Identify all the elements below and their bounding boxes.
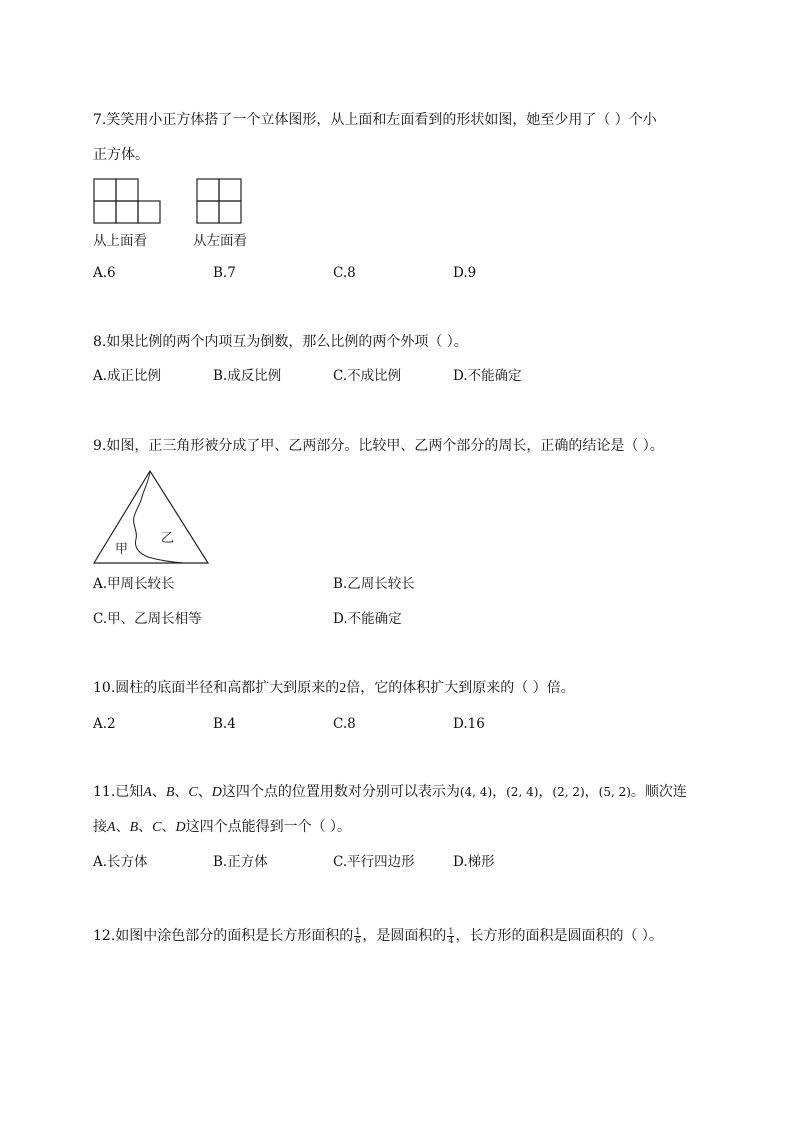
q7-option-c[interactable]: C.8 — [333, 265, 356, 281]
q7-caption-left-view: 从左面看 — [193, 233, 247, 249]
coordinate-pair-c: (2, 2) — [552, 785, 585, 799]
q10-text-a: 10.圆柱的底面半径和高都扩大到原来的 — [93, 680, 340, 696]
fraction-numerator: 1 — [355, 926, 361, 936]
q9-option-c[interactable]: C.甲、乙周长相等 — [93, 611, 202, 627]
fraction-denominator: 4 — [448, 935, 454, 945]
q10-text-b: 倍，它的体积扩大到原来的（ ）倍。 — [346, 680, 575, 696]
point-c: C — [188, 785, 198, 800]
separator: ， — [584, 784, 599, 800]
q11-middle-text: 这四个点的位置用数对分别可以表示为 — [221, 784, 460, 800]
q9-label-jia: 甲 — [115, 542, 129, 557]
separator: ， — [538, 784, 553, 800]
q11-line2-suffix: 这四个点能得到一个（ ）。 — [185, 819, 352, 835]
q11-option-a[interactable]: A.长方体 — [93, 854, 148, 870]
q11-line2-prefix: 接 — [93, 819, 107, 835]
q12-middle-text: ，是圆面积的 — [362, 928, 447, 944]
point-d: D — [211, 785, 222, 800]
q10-number: 2 — [339, 681, 347, 696]
coordinate-pair-a: (4, 4) — [459, 785, 493, 799]
q11-stem-line2 — [93, 818, 351, 837]
point-a: A — [143, 785, 152, 800]
q7-option-a[interactable]: A.6 — [93, 265, 116, 281]
separator: 、 — [115, 819, 130, 835]
q9-option-b[interactable]: B.乙周长较长 — [333, 576, 415, 592]
q11-option-b[interactable]: B.正方体 — [213, 854, 268, 870]
q9-option-a[interactable]: A.甲周长较长 — [93, 576, 175, 592]
q8-option-b[interactable]: B.成反比例 — [213, 368, 282, 384]
q9-option-d[interactable]: D.不能确定 — [333, 611, 402, 627]
fraction-denominator: 6 — [355, 935, 361, 945]
q11-option-c[interactable]: C.平行四边形 — [333, 854, 415, 870]
q7-stem-line1: 7.笑笑用小正方体搭了一个立体图形，从上面和左面看到的形状如图，她至少用了（ ）个小 — [93, 112, 657, 128]
separator: 、 — [197, 784, 212, 800]
q10-stem — [93, 679, 575, 698]
coordinate-pair-d: (5, 2) — [598, 785, 631, 799]
q8-option-c[interactable]: C.不成比例 — [333, 368, 402, 384]
q10-option-b[interactable]: B.4 — [213, 716, 236, 732]
fraction-one-fourth — [447, 928, 454, 945]
q8-option-a[interactable]: A.成正比例 — [93, 368, 162, 384]
q7-caption-top-view: 从上面看 — [93, 233, 147, 249]
point-b: B — [165, 785, 175, 800]
point-d: D — [175, 820, 186, 835]
q12-stem — [93, 927, 663, 945]
separator: 、 — [151, 784, 166, 800]
fraction-one-sixth — [354, 928, 361, 945]
q10-option-a[interactable]: A.2 — [93, 716, 116, 732]
q9-triangle-figure — [92, 467, 212, 567]
q7-top-view-figure — [93, 178, 163, 224]
q8-option-d[interactable]: D.不能确定 — [453, 368, 522, 384]
separator: ， — [492, 784, 507, 800]
fraction-numerator: 1 — [448, 926, 454, 936]
coordinate-pair-b: (2, 4) — [506, 785, 539, 799]
q9-stem: 9.如图，正三角形被分成了甲、乙两部分。比较甲、乙两个部分的周长，正确的结论是（ ）。 — [93, 438, 664, 454]
separator: 、 — [161, 819, 176, 835]
q12-suffix: ，长方形的面积是圆面积的（ ）。 — [455, 928, 663, 944]
q11-option-d[interactable]: D.梯形 — [453, 854, 495, 870]
separator: 、 — [138, 819, 153, 835]
q7-left-view-figure — [196, 178, 244, 224]
q7-option-b[interactable]: B.7 — [213, 265, 236, 281]
q10-option-c[interactable]: C.8 — [333, 716, 356, 732]
q11-suffix: 。顺次连 — [630, 784, 687, 800]
q11-stem-line1 — [93, 783, 687, 802]
q9-label-yi: 乙 — [161, 531, 175, 546]
q7-option-d[interactable]: D.9 — [453, 265, 477, 281]
q8-stem: 8.如果比例的两个内项互为倒数，那么比例的两个外项（ ）。 — [93, 334, 468, 350]
point-a: A — [107, 820, 116, 835]
q10-option-d[interactable]: D.16 — [453, 716, 485, 732]
separator: 、 — [174, 784, 189, 800]
point-b: B — [129, 820, 139, 835]
q11-prefix: 11.已知 — [93, 784, 144, 800]
q12-prefix: 12.如图中涂色部分的面积是长方形面积的 — [93, 928, 354, 944]
point-c: C — [152, 820, 162, 835]
q7-stem-line2: 正方体。 — [93, 147, 149, 163]
